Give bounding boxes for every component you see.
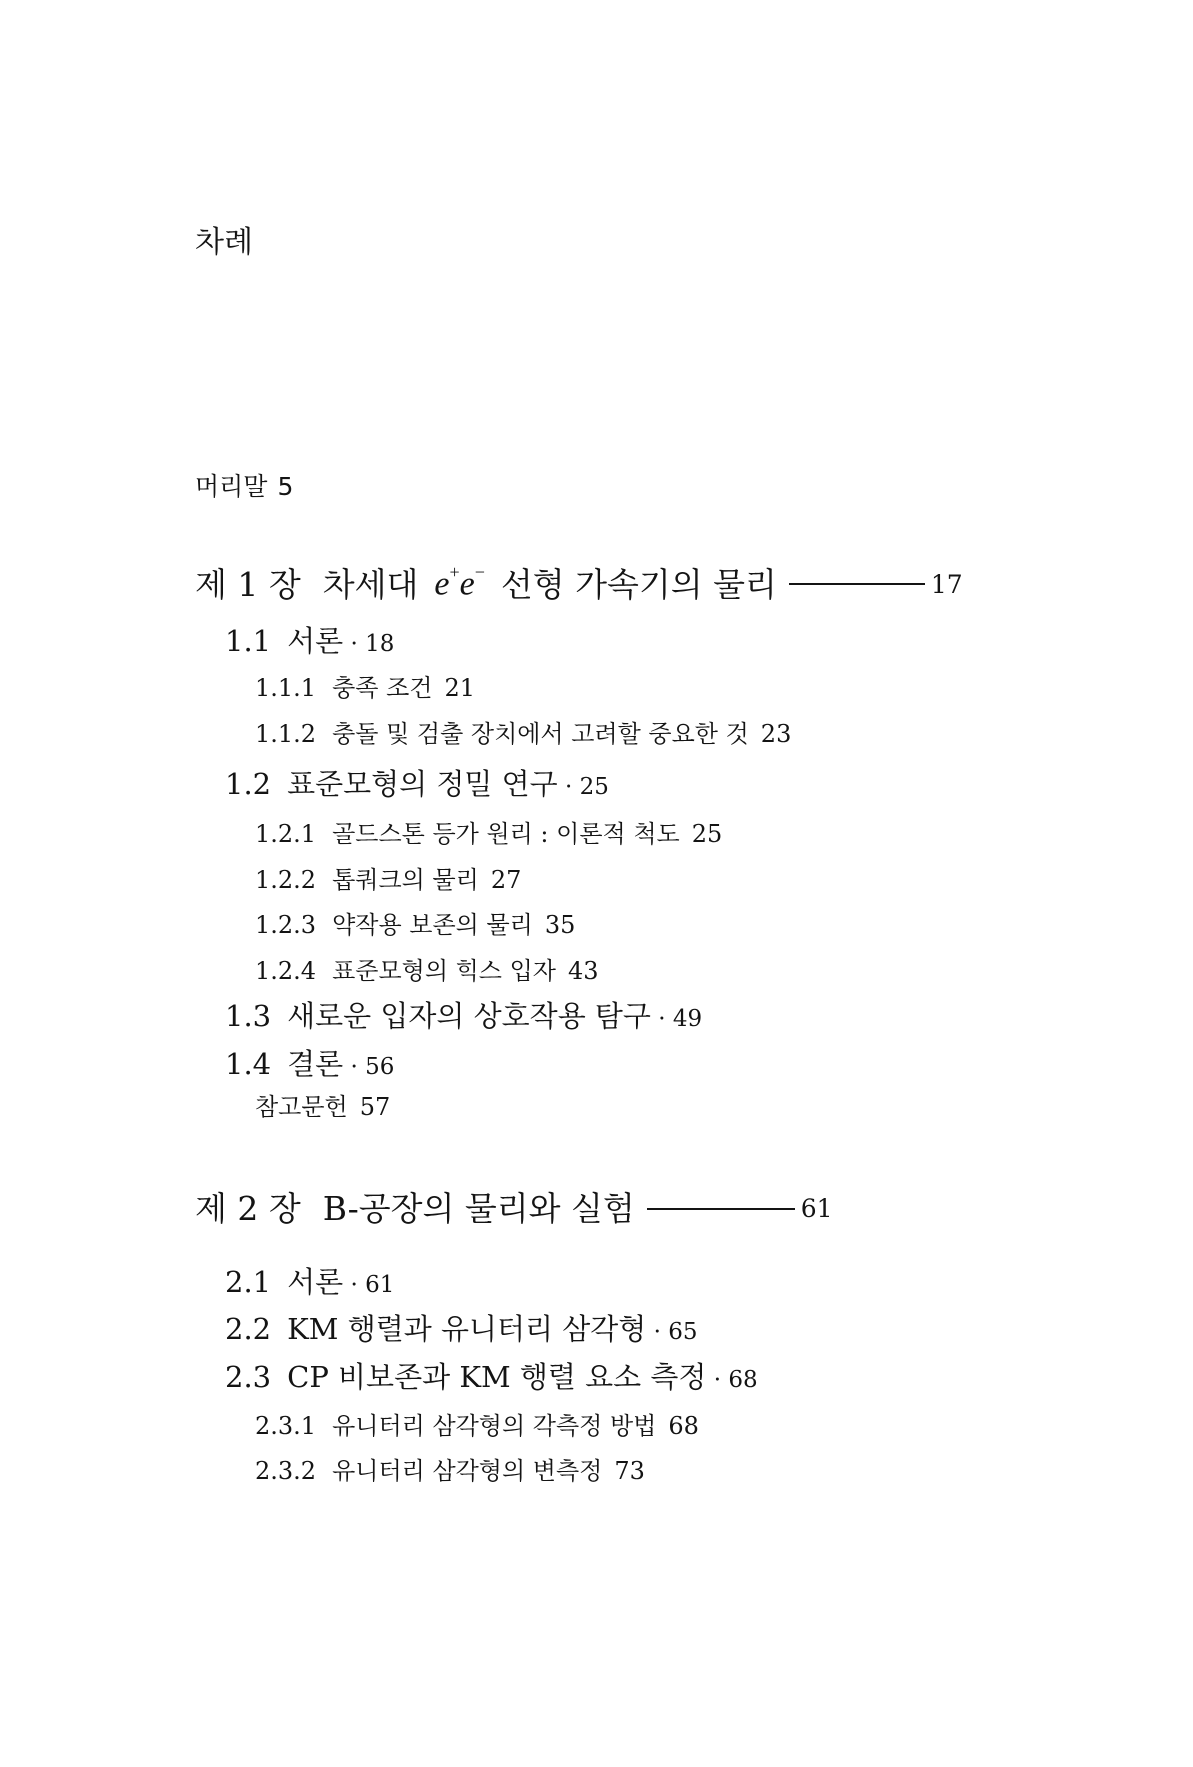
section-page: 61 — [365, 1272, 395, 1298]
section-page: 49 — [672, 1006, 703, 1032]
chapter-page: 17 — [930, 569, 963, 599]
toc-subsection-1-2-3[interactable] — [255, 913, 575, 937]
section-page: 56 — [365, 1054, 395, 1080]
bullet: · — [350, 1054, 358, 1080]
toc-subsection-1-1-1[interactable] — [255, 676, 475, 700]
subsection-number: 1.2.3 — [255, 911, 317, 939]
bullet: · — [653, 1319, 661, 1345]
section-title: 서론 — [287, 1265, 344, 1299]
bullet: · — [658, 1006, 666, 1032]
subsection-title: 유니터리 삼각형의 각측정 방법 — [332, 1412, 657, 1440]
section-title: 결론 — [287, 1047, 344, 1081]
toc-preface[interactable] — [195, 474, 293, 499]
section-page: 25 — [579, 774, 609, 800]
chapter-title-post: 선형 가속기의 물리 — [500, 564, 777, 604]
subsection-title: 유니터리 삼각형의 변측정 — [332, 1457, 603, 1485]
bullet: · — [713, 1367, 722, 1393]
toc-section-1-2[interactable] — [225, 767, 609, 801]
toc-subsection-1-2-4[interactable] — [255, 959, 599, 983]
chapter-label: 제 2 장 — [195, 1189, 301, 1228]
references-page: 57 — [359, 1093, 391, 1121]
subsection-number: 1.2.2 — [255, 866, 317, 894]
subsection-page: 25 — [691, 820, 723, 848]
section-number: 1.1 — [225, 624, 272, 658]
subsection-number: 1.1.2 — [255, 720, 317, 748]
subsection-title: 표준모형의 힉스 입자 — [332, 957, 556, 985]
toc-chapter-1[interactable] — [195, 562, 963, 604]
subsection-page: 27 — [490, 866, 522, 894]
bullet: · — [350, 1272, 358, 1298]
chapter-title — [322, 562, 777, 604]
subsection-title: 충족 조건 — [332, 674, 433, 702]
chapter-title-pre: 차세대 — [322, 564, 419, 604]
math-sup-minus: − — [474, 562, 485, 582]
section-number: 1.3 — [225, 999, 272, 1033]
toc-chapter-2[interactable] — [195, 1189, 833, 1228]
preface-page: 5 — [277, 472, 294, 501]
bullet: · — [350, 631, 358, 657]
section-title: CP 비보존과 KM 행렬 요소 측정 — [287, 1360, 707, 1394]
section-page: 18 — [365, 631, 395, 657]
section-title: KM 행렬과 유니터리 삼각형 — [287, 1312, 647, 1346]
subsection-page: 23 — [760, 720, 792, 748]
section-number: 2.1 — [225, 1265, 272, 1299]
subsection-title: 톱쿼크의 물리 — [332, 866, 479, 894]
chapter-page: 61 — [800, 1194, 833, 1223]
section-number: 1.4 — [225, 1047, 272, 1081]
subsection-title: 충돌 및 검출 장치에서 고려할 중요한 것 — [332, 720, 749, 748]
toc-subsection-1-2-1[interactable] — [255, 822, 722, 846]
section-title: 서론 — [287, 624, 344, 658]
section-page: 65 — [668, 1319, 698, 1345]
bullet: · — [565, 774, 573, 800]
references-label: 참고문헌 — [255, 1093, 348, 1121]
subsection-title: 약작용 보존의 물리 — [332, 911, 533, 939]
section-number: 1.2 — [225, 767, 272, 801]
section-number: 2.3 — [225, 1360, 272, 1394]
subsection-page: 21 — [444, 674, 475, 702]
toc-section-2-1[interactable] — [225, 1265, 395, 1299]
math-e-plus: e — [434, 565, 450, 603]
subsection-number: 1.1.1 — [255, 674, 317, 702]
toc-section-1-3[interactable] — [225, 999, 703, 1033]
math-e-minus: e — [459, 565, 475, 603]
leader-line — [647, 1208, 795, 1210]
chapter-label: 제 1 장 — [195, 564, 301, 604]
section-title: 새로운 입자의 상호작용 탐구 — [287, 999, 651, 1033]
toc-section-2-2[interactable] — [225, 1312, 698, 1346]
subsection-title: 골드스톤 등가 원리 : 이론적 척도 — [332, 820, 680, 848]
subsection-page: 68 — [668, 1412, 699, 1440]
subsection-page: 43 — [568, 957, 599, 985]
chapter-title-math — [434, 562, 485, 603]
subsection-number: 1.2.4 — [255, 957, 317, 985]
section-number: 2.2 — [225, 1312, 272, 1346]
chapter-title: B-공장의 물리와 실험 — [322, 1189, 635, 1228]
section-title: 표준모형의 정밀 연구 — [287, 767, 558, 801]
toc-references[interactable] — [255, 1095, 390, 1119]
toc-section-2-3[interactable] — [225, 1360, 758, 1394]
subsection-page: 35 — [544, 911, 576, 939]
subsection-number: 2.3.1 — [255, 1412, 317, 1440]
toc-subsection-2-3-2[interactable] — [255, 1459, 645, 1483]
subsection-page: 73 — [614, 1457, 645, 1485]
toc-subsection-1-1-2[interactable] — [255, 722, 791, 746]
page-title: 차례 — [195, 225, 253, 260]
subsection-number: 1.2.1 — [255, 820, 317, 848]
preface-label: 머리말 — [195, 472, 268, 501]
toc-section-1-4[interactable] — [225, 1047, 395, 1081]
toc-subsection-1-2-2[interactable] — [255, 868, 521, 892]
subsection-number: 2.3.2 — [255, 1457, 317, 1485]
section-page: 68 — [728, 1367, 758, 1393]
toc-subsection-2-3-1[interactable] — [255, 1414, 699, 1438]
leader-line — [789, 583, 925, 585]
math-sup-plus: + — [449, 562, 460, 582]
toc-section-1-1[interactable] — [225, 624, 395, 658]
